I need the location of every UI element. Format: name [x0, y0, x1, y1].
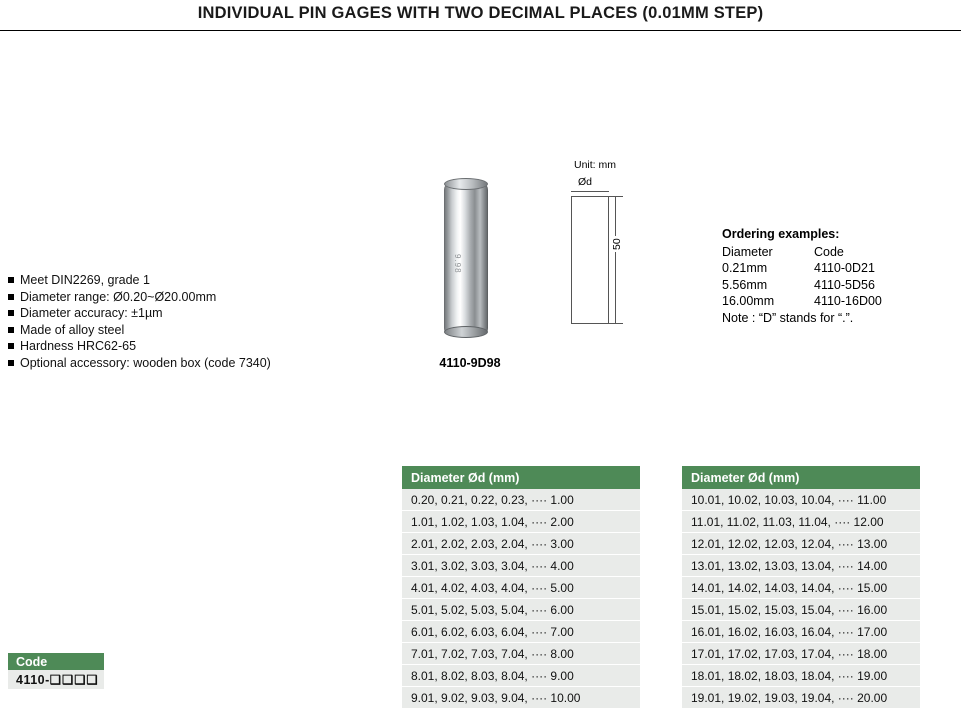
- table-row: [722, 293, 882, 310]
- code-box-header: Code: [8, 653, 104, 670]
- column-header-diameter: Diameter Ød (mm): [402, 466, 640, 489]
- diameter-range-cell: 14.01, 14.02, 14.03, 14.04, ···· 15.00: [682, 577, 920, 599]
- ordering-examples: [722, 226, 882, 326]
- code-placeholder: ❑❑❑❑: [50, 673, 99, 687]
- table-row: [682, 599, 920, 621]
- diameter-range-cell: 7.01, 7.02, 7.03, 7.04, ···· 8.00: [402, 643, 640, 665]
- diameter-table-right: [682, 466, 920, 708]
- table-row: [402, 665, 640, 687]
- table-row: [402, 643, 640, 665]
- page-title: INDIVIDUAL PIN GAGES WITH TWO DECIMAL PLACES (0.01MM STEP): [0, 4, 961, 23]
- table-row: [682, 687, 920, 708]
- table-row: [402, 511, 640, 533]
- table-row: [682, 511, 920, 533]
- table-row: [402, 489, 640, 511]
- pin-schematic-rect: [571, 196, 609, 324]
- table-row: [682, 621, 920, 643]
- length-extension-bottom: [609, 323, 623, 324]
- diameter-range-cell: 2.01, 2.02, 2.03, 2.04, ···· 3.00: [402, 533, 640, 555]
- table-row: [682, 533, 920, 555]
- diameter-range-cell: 11.01, 11.02, 11.03, 11.04, ···· 12.00: [682, 511, 920, 533]
- table-row: [402, 577, 640, 599]
- diameter-range-cell: 18.01, 18.02, 18.03, 18.04, ···· 19.00: [682, 665, 920, 687]
- list-item: [8, 272, 338, 288]
- diameter-range-cell: 6.01, 6.02, 6.03, 6.04, ···· 7.00: [402, 621, 640, 643]
- feature-text: Meet DIN2269, grade 1: [20, 272, 150, 288]
- diameter-range-cell: 4.01, 4.02, 4.03, 4.04, ···· 5.00: [402, 577, 640, 599]
- pin-body: [444, 184, 488, 334]
- table-row: [722, 260, 882, 277]
- diameter-range-cell: 12.01, 12.02, 12.03, 12.04, ···· 13.00: [682, 533, 920, 555]
- diameter-range-cell: 19.01, 19.02, 19.03, 19.04, ···· 20.00: [682, 687, 920, 708]
- table-row: [682, 489, 920, 511]
- bullet-icon: [8, 360, 14, 366]
- table-row: [722, 277, 882, 294]
- title-divider: [0, 30, 961, 31]
- table-row: [682, 643, 920, 665]
- diameter-range-cell: 8.01, 8.02, 8.03, 8.04, ···· 9.00: [402, 665, 640, 687]
- diameter-dimension-label: Ød: [578, 176, 592, 188]
- diameter-range-cell: 16.01, 16.02, 16.03, 16.04, ···· 17.00: [682, 621, 920, 643]
- diameter-range-cell: 0.20, 0.21, 0.22, 0.23, ···· 1.00: [402, 489, 640, 511]
- ordering-diameter: 5.56mm: [722, 277, 814, 294]
- table-row: [402, 533, 640, 555]
- ordering-code: 4110-16D00: [814, 293, 882, 310]
- ordering-code: 4110-0D21: [814, 260, 882, 277]
- pin-gage-illustration: [436, 176, 498, 342]
- unit-label: Unit: mm: [574, 159, 616, 171]
- table-header-row: [682, 466, 920, 489]
- table-row: [402, 687, 640, 708]
- list-item: [8, 305, 338, 321]
- ordering-diameter: 0.21mm: [722, 260, 814, 277]
- list-item: [8, 322, 338, 338]
- pin-bottom-face: [444, 326, 488, 338]
- code-box: [8, 653, 104, 689]
- ordering-diameter: 16.00mm: [722, 293, 814, 310]
- feature-text: Hardness HRC62-65: [20, 338, 136, 354]
- feature-list: [8, 272, 338, 371]
- diameter-range-cell: 3.01, 3.02, 3.03, 3.04, ···· 4.00: [402, 555, 640, 577]
- ordering-code: 4110-5D56: [814, 277, 882, 294]
- diameter-range-cell: 10.01, 10.02, 10.03, 10.04, ···· 11.00: [682, 489, 920, 511]
- feature-text: Diameter accuracy: ±1µm: [20, 305, 163, 321]
- bullet-icon: [8, 343, 14, 349]
- diameter-range-cell: 17.01, 17.02, 17.03, 17.04, ···· 18.00: [682, 643, 920, 665]
- diameter-table-left: [402, 466, 640, 708]
- code-box-value: [8, 670, 104, 689]
- list-item: [8, 355, 338, 371]
- feature-text: Diameter range: Ø0.20~Ø20.00mm: [20, 289, 216, 305]
- table-row: [722, 244, 882, 261]
- length-dimension-label: 50: [611, 236, 623, 252]
- ordering-table: [722, 244, 882, 310]
- list-item: [8, 338, 338, 354]
- bullet-icon: [8, 327, 14, 333]
- pin-gage-caption: 4110-9D98: [400, 356, 540, 370]
- diameter-range-cell: 5.01, 5.02, 5.03, 5.04, ···· 6.00: [402, 599, 640, 621]
- diameter-range-cell: 15.01, 15.02, 15.03, 15.04, ···· 16.00: [682, 599, 920, 621]
- table-row: [682, 577, 920, 599]
- list-item: [8, 289, 338, 305]
- ordering-note: Note : “D” stands for “.”.: [722, 310, 882, 327]
- ordering-col-header-diameter: Diameter: [722, 244, 814, 261]
- bullet-icon: [8, 277, 14, 283]
- length-dimension-line: [615, 196, 616, 324]
- table-row: [682, 555, 920, 577]
- table-row: [682, 665, 920, 687]
- feature-text: Optional accessory: wooden box (code 7340): [20, 355, 271, 371]
- column-header-diameter: Diameter Ød (mm): [682, 466, 920, 489]
- table-header-row: [402, 466, 640, 489]
- ordering-heading: Ordering examples:: [722, 226, 882, 243]
- length-extension-top: [609, 196, 623, 197]
- diameter-range-cell: 9.01, 9.02, 9.03, 9.04, ···· 10.00: [402, 687, 640, 708]
- pin-top-face: [444, 178, 488, 190]
- diameter-dimension-line: [571, 191, 609, 192]
- code-prefix: 4110-: [16, 673, 50, 687]
- pin-engraving-text: 9.98: [453, 254, 462, 274]
- table-row: [402, 621, 640, 643]
- diameter-range-cell: 13.01, 13.02, 13.03, 13.04, ···· 14.00: [682, 555, 920, 577]
- feature-text: Made of alloy steel: [20, 322, 124, 338]
- table-row: [402, 599, 640, 621]
- bullet-icon: [8, 310, 14, 316]
- table-row: [402, 555, 640, 577]
- bullet-icon: [8, 294, 14, 300]
- diameter-range-cell: 1.01, 1.02, 1.03, 1.04, ···· 2.00: [402, 511, 640, 533]
- ordering-col-header-code: Code: [814, 244, 882, 261]
